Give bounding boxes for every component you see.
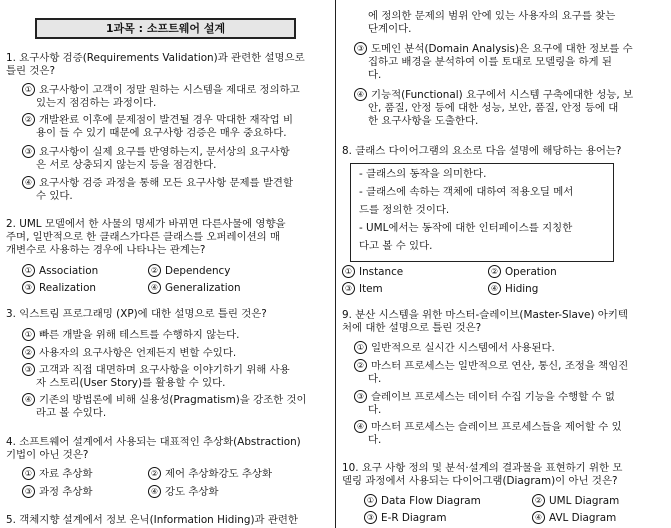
q10-option-4[interactable]: ④ AVL Diagram	[532, 511, 616, 525]
option-number-icon: ③	[22, 281, 35, 294]
option-number-icon: ①	[22, 467, 35, 480]
q10-option-3[interactable]: ③ E-R Diagram	[364, 511, 446, 525]
q4-option-2[interactable]: ② 제어 추상화강도 추상화	[148, 467, 272, 481]
option-number-icon: ①	[22, 83, 35, 96]
q8-description-box: - 클래스의 동작을 의미한다. - 클래스에 속하는 객체에 대하여 적용오딜 메서 드를 정의한 것이다. - UML에서는 동작에 대한 인터페이스를 지칭한 다고 볼 수 있다.	[350, 163, 614, 262]
option-number-icon: ④	[354, 88, 367, 101]
q10-stem-line: 10. 요구 사항 정의 및 분석·설계의 결과물을 표현하기 위한 모	[342, 462, 623, 474]
q1-option-2[interactable]: ② 개발완료 이후에 문제점이 발견될 경우 막대한 재작업 비 용이 들 수 있기 때문에 요구사항 검증은 매우 중요하다.	[22, 113, 293, 140]
q3-option-4[interactable]: ④ 기존의 방법론에 비해 실용성(Pragmatism)을 강조한 것이 라고 볼 수있다.	[22, 393, 307, 420]
q2-stem-line: 주며, 일반적으로 한 클래스가다른 클래스를 오퍼레이션의 매	[6, 231, 281, 243]
option-number-icon: ③	[354, 42, 367, 55]
q4-option-1[interactable]: ① 자료 추상화	[22, 467, 93, 481]
question-3	[6, 308, 267, 321]
q9-option-1[interactable]: ① 일반적으로 실시간 시스템에서 사용된다.	[354, 341, 555, 355]
option-number-icon: ④	[354, 420, 367, 433]
q10-stem-line: 델링 과정에서 사용되는 다이어그램(Diagram)이 아닌 것은?	[342, 475, 618, 487]
q9-option-4[interactable]: ④ 마스터 프로세스는 슬레이브 프로세스들을 제어할 수 있 다.	[354, 420, 622, 447]
q8-option-3[interactable]: ③ Item	[342, 282, 383, 296]
subject-title: 1과목 : 소프트웨어 설계	[35, 18, 296, 39]
option-number-icon: ②	[148, 264, 161, 277]
q2-option-1[interactable]: ① Association	[22, 264, 98, 278]
q4-option-4[interactable]: ④ 강도 추상화	[148, 485, 219, 499]
q1-option-4[interactable]: ④ 요구사항 검증 과정을 통해 모든 요구사항 문제를 발견할 수 있다.	[22, 176, 293, 203]
q9-option-2[interactable]: ② 마스터 프로세스는 일반적으로 연산, 통신, 조정을 책임진 다.	[354, 359, 628, 386]
question-5	[6, 514, 298, 527]
option-number-icon: ③	[22, 363, 35, 376]
q4-option-3[interactable]: ③ 과정 추상화	[22, 485, 93, 499]
q10-option-1[interactable]: ① Data Flow Diagram	[364, 494, 481, 508]
q3-option-3[interactable]: ③ 고객과 직접 대면하며 요구사항을 이야기하기 위해 사용 자 스토리(User Story)를 활용할 수 있다.	[22, 363, 290, 390]
question-4	[6, 436, 301, 462]
question-10	[342, 462, 622, 488]
column-divider	[335, 0, 336, 528]
option-number-icon: ④	[22, 176, 35, 189]
q8-option-1[interactable]: ① Instance	[342, 265, 403, 279]
q8-stem-line: 8. 클래스 다이어그램의 요소로 다음 설명에 해당하는 용어는?	[342, 145, 622, 157]
q8-option-2[interactable]: ② Operation	[488, 265, 557, 279]
q1-stem-line: 틀린 것은?	[6, 65, 55, 77]
q2-stem-line: 개변수로 사용하는 경우에 나타나는 관계는?	[6, 244, 206, 256]
option-number-icon: ④	[488, 282, 501, 295]
option-number-icon: ①	[22, 264, 35, 277]
option-number-icon: ②	[148, 467, 161, 480]
q9-stem-line: 9. 분산 시스템을 위한 마스터-슬레이브(Master-Slave) 아키텍	[342, 309, 628, 321]
option-number-icon: ④	[148, 281, 161, 294]
q10-option-2[interactable]: ② UML Diagram	[532, 494, 619, 508]
option-number-icon: ②	[488, 265, 501, 278]
option-number-icon: ④	[22, 393, 35, 406]
q2-option-2[interactable]: ② Dependency	[148, 264, 230, 278]
option-number-icon: ②	[532, 494, 545, 507]
option-number-icon: ④	[532, 511, 545, 524]
question-2	[6, 218, 286, 257]
option-number-icon: ①	[342, 265, 355, 278]
option-number-icon: ③	[354, 390, 367, 403]
q7-option-3[interactable]: ③ 도메인 분석(Domain Analysis)은 요구에 대한 정보를 수 집하고 배경을 분석하여 이를 토대로 모델링을 하게 된 다.	[354, 42, 633, 82]
option-number-icon: ①	[364, 494, 377, 507]
option-number-icon: ④	[148, 485, 161, 498]
q3-stem-line: 3. 익스트림 프로그래밍 (XP)에 대한 설명으로 틀린 것은?	[6, 308, 267, 320]
q5-stem-line: 5. 객체지향 설계에서 정보 은닉(Information Hiding)과 관련한	[6, 514, 298, 526]
q3-option-2[interactable]: ② 사용자의 요구사항은 언제든지 변할 수있다.	[22, 346, 236, 360]
question-1	[6, 52, 305, 78]
option-number-icon: ③	[364, 511, 377, 524]
q7-option-4[interactable]: ④ 기능적(Functional) 요구에서 시스템 구축에대한 성능, 보 안, 품질, 안정 등에 대한 성능, 보안, 품질, 안정 등에 대 한 요구사항을 도출한다.	[354, 88, 633, 128]
q4-stem-line: 기법이 아닌 것은?	[6, 449, 89, 461]
option-number-icon: ①	[354, 341, 367, 354]
q2-option-3[interactable]: ③ Realization	[22, 281, 96, 295]
option-number-icon: ③	[22, 145, 35, 158]
option-number-icon: ②	[22, 113, 35, 126]
q1-stem-line: 1. 요구사항 검증(Requirements Validation)과 관련한 설명으로	[6, 52, 305, 64]
q1-option-3[interactable]: ③ 요구사항이 실제 요구를 반영하는지, 문서상의 요구사항 은 서로 상충되지 않는지 등을 점검한다.	[22, 145, 290, 172]
option-number-icon: ③	[22, 485, 35, 498]
question-9	[342, 309, 628, 335]
option-number-icon: ①	[22, 328, 35, 341]
q8-option-4[interactable]: ④ Hiding	[488, 282, 538, 296]
q7-continued: 에 정의한 문제의 범위 안에 있는 사용자의 요구를 찾는 단계이다.	[368, 10, 616, 35]
option-number-icon: ③	[342, 282, 355, 295]
q3-option-1[interactable]: ① 빠른 개발을 위해 테스트를 수행하지 않는다.	[22, 328, 240, 342]
q2-option-4[interactable]: ④ Generalization	[148, 281, 241, 295]
option-number-icon: ②	[22, 346, 35, 359]
q9-stem-line: 처에 대한 설명으로 틀린 것은?	[342, 322, 482, 334]
q2-stem-line: 2. UML 모델에서 한 사물의 명세가 바뀌면 다른사물에 영향을	[6, 218, 286, 230]
q1-option-1[interactable]: ① 요구사항이 고객이 정말 원하는 시스템을 제대로 정의하고 있는지 점검하는 과정이다.	[22, 83, 300, 110]
option-number-icon: ②	[354, 359, 367, 372]
q4-stem-line: 4. 소프트웨어 설계에서 사용되는 대표적인 추상화(Abstraction)	[6, 436, 301, 448]
question-8	[342, 145, 621, 158]
q9-option-3[interactable]: ③ 슬레이브 프로세스는 데이터 수집 기능을 수행할 수 없 다.	[354, 390, 615, 417]
